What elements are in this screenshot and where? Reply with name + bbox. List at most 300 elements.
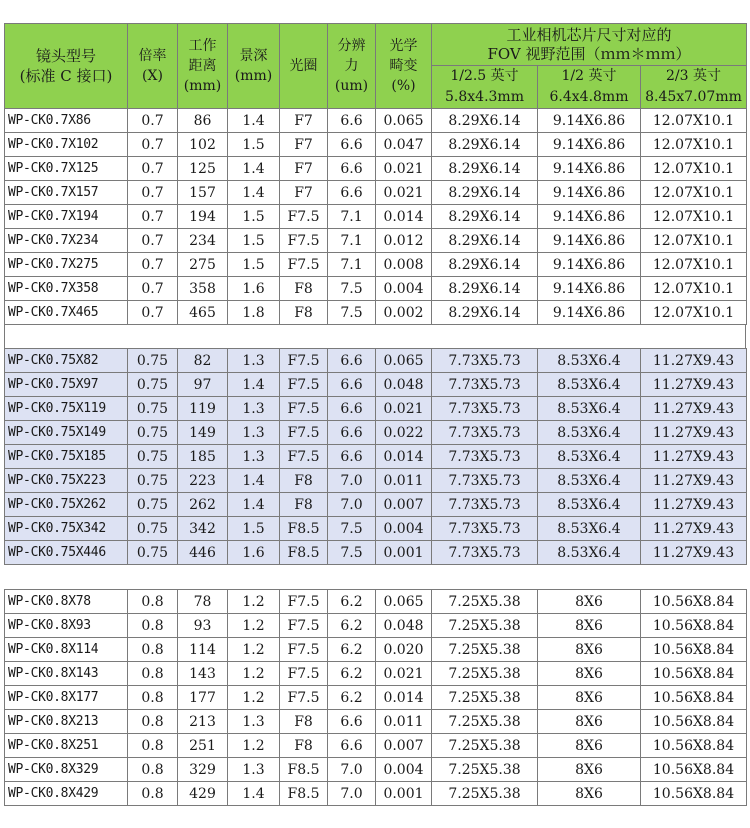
cell-fov-sensor-3: 11.27X9.43 bbox=[641, 373, 747, 397]
header-sensor-2 bbox=[538, 66, 641, 109]
cell-aperture: F8 bbox=[280, 493, 328, 517]
cell-resolution: 6.6 bbox=[328, 349, 376, 373]
sensor-2-size: 6.4x4.8mm bbox=[549, 89, 629, 105]
cell-distortion: 0.014 bbox=[376, 686, 432, 710]
cell-fov-sensor-2: 8.53X6.4 bbox=[538, 445, 641, 469]
cell-fov-sensor-1: 8.29X6.14 bbox=[432, 229, 538, 253]
cell-depth-of-field: 1.2 bbox=[228, 590, 280, 614]
cell-magnification: 0.8 bbox=[128, 710, 178, 734]
cell-working-distance: 97 bbox=[178, 373, 228, 397]
cell-fov-sensor-2: 8X6 bbox=[538, 686, 641, 710]
cell-depth-of-field: 1.4 bbox=[228, 181, 280, 205]
cell-model: WP-CK0.75X342 bbox=[5, 517, 128, 541]
cell-model: WP-CK0.8X251 bbox=[5, 734, 128, 758]
cell-resolution: 6.6 bbox=[328, 445, 376, 469]
cell-depth-of-field: 1.3 bbox=[228, 349, 280, 373]
header-dof-label: 景深 bbox=[239, 48, 268, 64]
cell-depth-of-field: 1.2 bbox=[228, 734, 280, 758]
cell-working-distance: 465 bbox=[178, 301, 228, 325]
cell-model: WP-CK0.7X194 bbox=[5, 205, 128, 229]
cell-working-distance: 78 bbox=[178, 590, 228, 614]
table-row bbox=[5, 349, 747, 373]
cell-fov-sensor-2: 8X6 bbox=[538, 734, 641, 758]
table-row bbox=[5, 493, 747, 517]
table-row bbox=[5, 590, 747, 614]
table-row bbox=[5, 421, 747, 445]
header-sensor-3 bbox=[641, 66, 747, 109]
cell-depth-of-field: 1.4 bbox=[228, 157, 280, 181]
cell-resolution: 6.2 bbox=[328, 614, 376, 638]
cell-depth-of-field: 1.2 bbox=[228, 614, 280, 638]
cell-working-distance: 342 bbox=[178, 517, 228, 541]
cell-aperture: F8 bbox=[280, 277, 328, 301]
cell-depth-of-field: 1.4 bbox=[228, 469, 280, 493]
cell-magnification: 0.75 bbox=[128, 373, 178, 397]
cell-working-distance: 125 bbox=[178, 157, 228, 181]
cell-fov-sensor-2: 9.14X6.86 bbox=[538, 109, 641, 133]
cell-fov-sensor-2: 8X6 bbox=[538, 638, 641, 662]
cell-distortion: 0.048 bbox=[376, 373, 432, 397]
sensor-1-name: 1/2.5 英寸 bbox=[450, 68, 519, 84]
cell-aperture: F7.5 bbox=[280, 397, 328, 421]
cell-working-distance: 446 bbox=[178, 541, 228, 565]
header-aperture bbox=[280, 24, 328, 109]
header-dist-unit: (%) bbox=[391, 78, 416, 94]
cell-model: WP-CK0.8X329 bbox=[5, 758, 128, 782]
cell-fov-sensor-1: 7.73X5.73 bbox=[432, 421, 538, 445]
cell-distortion: 0.021 bbox=[376, 397, 432, 421]
cell-model: WP-CK0.8X78 bbox=[5, 590, 128, 614]
sensor-2-name: 1/2 英寸 bbox=[561, 68, 617, 84]
cell-model: WP-CK0.7X234 bbox=[5, 229, 128, 253]
cell-fov-sensor-3: 11.27X9.43 bbox=[641, 445, 747, 469]
cell-fov-sensor-3: 11.27X9.43 bbox=[641, 397, 747, 421]
cell-model: WP-CK0.8X177 bbox=[5, 686, 128, 710]
cell-model: WP-CK0.8X114 bbox=[5, 638, 128, 662]
cell-model: WP-CK0.7X102 bbox=[5, 133, 128, 157]
header-dist-line1: 光学 bbox=[389, 38, 418, 54]
cell-model: WP-CK0.75X446 bbox=[5, 541, 128, 565]
cell-model: WP-CK0.8X429 bbox=[5, 782, 128, 806]
cell-model: WP-CK0.75X82 bbox=[5, 349, 128, 373]
cell-fov-sensor-2: 8X6 bbox=[538, 710, 641, 734]
table-row bbox=[5, 638, 747, 662]
cell-resolution: 6.6 bbox=[328, 734, 376, 758]
cell-magnification: 0.8 bbox=[128, 590, 178, 614]
table-row bbox=[5, 469, 747, 493]
cell-aperture: F7.5 bbox=[280, 373, 328, 397]
cell-depth-of-field: 1.3 bbox=[228, 397, 280, 421]
cell-fov-sensor-2: 8.53X6.4 bbox=[538, 421, 641, 445]
cell-fov-sensor-3: 11.27X9.43 bbox=[641, 517, 747, 541]
cell-resolution: 7.5 bbox=[328, 517, 376, 541]
cell-magnification: 0.75 bbox=[128, 349, 178, 373]
cell-resolution: 7.0 bbox=[328, 493, 376, 517]
table-row bbox=[5, 301, 747, 325]
table-row bbox=[5, 205, 747, 229]
header-wd-unit: (mm) bbox=[183, 78, 222, 94]
cell-aperture: F7 bbox=[280, 181, 328, 205]
cell-aperture: F7.5 bbox=[280, 662, 328, 686]
table-row bbox=[5, 181, 747, 205]
cell-magnification: 0.75 bbox=[128, 493, 178, 517]
header-sensor-1 bbox=[432, 66, 538, 109]
cell-fov-sensor-2: 9.14X6.86 bbox=[538, 253, 641, 277]
cell-fov-sensor-3: 11.27X9.43 bbox=[641, 493, 747, 517]
cell-distortion: 0.004 bbox=[376, 277, 432, 301]
header-fov bbox=[432, 24, 747, 66]
sensor-3-name: 2/3 英寸 bbox=[666, 68, 721, 84]
cell-resolution: 6.2 bbox=[328, 662, 376, 686]
header-magnification bbox=[128, 24, 178, 109]
cell-fov-sensor-1: 7.25X5.38 bbox=[432, 590, 538, 614]
cell-fov-sensor-2: 8X6 bbox=[538, 782, 641, 806]
cell-aperture: F8.5 bbox=[280, 517, 328, 541]
cell-magnification: 0.8 bbox=[128, 686, 178, 710]
cell-fov-sensor-1: 8.29X6.14 bbox=[432, 205, 538, 229]
cell-depth-of-field: 1.3 bbox=[228, 445, 280, 469]
cell-magnification: 0.7 bbox=[128, 157, 178, 181]
cell-model: WP-CK0.75X149 bbox=[5, 421, 128, 445]
cell-fov-sensor-1: 7.25X5.38 bbox=[432, 758, 538, 782]
cell-working-distance: 358 bbox=[178, 277, 228, 301]
cell-working-distance: 82 bbox=[178, 349, 228, 373]
cell-depth-of-field: 1.4 bbox=[228, 373, 280, 397]
cell-aperture: F7.5 bbox=[280, 253, 328, 277]
cell-fov-sensor-2: 9.14X6.86 bbox=[538, 133, 641, 157]
cell-fov-sensor-2: 8.53X6.4 bbox=[538, 397, 641, 421]
cell-fov-sensor-3: 12.07X10.1 bbox=[641, 277, 747, 301]
cell-magnification: 0.8 bbox=[128, 638, 178, 662]
cell-working-distance: 93 bbox=[178, 614, 228, 638]
cell-resolution: 7.5 bbox=[328, 277, 376, 301]
cell-working-distance: 185 bbox=[178, 445, 228, 469]
cell-fov-sensor-3: 10.56X8.84 bbox=[641, 710, 747, 734]
cell-fov-sensor-1: 8.29X6.14 bbox=[432, 181, 538, 205]
header-model-sub: (标准 C 接口) bbox=[19, 67, 113, 85]
table-row bbox=[5, 710, 747, 734]
cell-fov-sensor-3: 10.56X8.84 bbox=[641, 782, 747, 806]
cell-distortion: 0.007 bbox=[376, 734, 432, 758]
cell-aperture: F7 bbox=[280, 133, 328, 157]
header-res-unit: (um) bbox=[334, 78, 369, 94]
cell-working-distance: 234 bbox=[178, 229, 228, 253]
cell-magnification: 0.7 bbox=[128, 205, 178, 229]
cell-aperture: F8.5 bbox=[280, 541, 328, 565]
cell-magnification: 0.7 bbox=[128, 253, 178, 277]
header-magnification-unit: (X) bbox=[142, 68, 163, 84]
cell-model: WP-CK0.75X262 bbox=[5, 493, 128, 517]
cell-fov-sensor-1: 8.29X6.14 bbox=[432, 109, 538, 133]
cell-resolution: 6.2 bbox=[328, 590, 376, 614]
cell-distortion: 0.048 bbox=[376, 614, 432, 638]
cell-depth-of-field: 1.5 bbox=[228, 205, 280, 229]
cell-aperture: F8 bbox=[280, 734, 328, 758]
cell-model: WP-CK0.7X358 bbox=[5, 277, 128, 301]
cell-fov-sensor-3: 12.07X10.1 bbox=[641, 157, 747, 181]
cell-resolution: 7.1 bbox=[328, 229, 376, 253]
cell-model: WP-CK0.7X465 bbox=[5, 301, 128, 325]
cell-depth-of-field: 1.3 bbox=[228, 758, 280, 782]
cell-distortion: 0.065 bbox=[376, 109, 432, 133]
cell-working-distance: 251 bbox=[178, 734, 228, 758]
table-row bbox=[5, 517, 747, 541]
cell-magnification: 0.8 bbox=[128, 734, 178, 758]
table-row bbox=[5, 133, 747, 157]
cell-depth-of-field: 1.5 bbox=[228, 229, 280, 253]
cell-working-distance: 102 bbox=[178, 133, 228, 157]
cell-fov-sensor-3: 12.07X10.1 bbox=[641, 253, 747, 277]
cell-fov-sensor-2: 8.53X6.4 bbox=[538, 493, 641, 517]
cell-distortion: 0.021 bbox=[376, 157, 432, 181]
header-dist-line2: 畸变 bbox=[389, 58, 418, 74]
header-fov-subtitle: FOV 视野范围（ｍｍ＊ｍｍ） bbox=[487, 44, 691, 63]
cell-fov-sensor-3: 10.56X8.84 bbox=[641, 734, 747, 758]
header-model bbox=[5, 24, 128, 109]
cell-resolution: 6.2 bbox=[328, 686, 376, 710]
cell-resolution: 7.0 bbox=[328, 782, 376, 806]
cell-depth-of-field: 1.4 bbox=[228, 782, 280, 806]
cell-aperture: F7.5 bbox=[280, 421, 328, 445]
cell-aperture: F7 bbox=[280, 157, 328, 181]
cell-magnification: 0.7 bbox=[128, 181, 178, 205]
table-row bbox=[5, 686, 747, 710]
cell-aperture: F7 bbox=[280, 109, 328, 133]
cell-fov-sensor-2: 9.14X6.86 bbox=[538, 157, 641, 181]
cell-resolution: 6.6 bbox=[328, 421, 376, 445]
cell-fov-sensor-1: 8.29X6.14 bbox=[432, 253, 538, 277]
cell-distortion: 0.020 bbox=[376, 638, 432, 662]
cell-aperture: F7.5 bbox=[280, 614, 328, 638]
cell-fov-sensor-3: 10.56X8.84 bbox=[641, 614, 747, 638]
cell-fov-sensor-2: 8X6 bbox=[538, 614, 641, 638]
cell-model: WP-CK0.8X143 bbox=[5, 662, 128, 686]
cell-fov-sensor-1: 8.29X6.14 bbox=[432, 277, 538, 301]
cell-magnification: 0.7 bbox=[128, 229, 178, 253]
cell-distortion: 0.007 bbox=[376, 493, 432, 517]
cell-resolution: 7.1 bbox=[328, 205, 376, 229]
table-row bbox=[5, 397, 747, 421]
cell-model: WP-CK0.8X93 bbox=[5, 614, 128, 638]
header-res-line1: 分辨 bbox=[337, 38, 366, 54]
cell-distortion: 0.065 bbox=[376, 590, 432, 614]
cell-fov-sensor-3: 10.56X8.84 bbox=[641, 758, 747, 782]
cell-fov-sensor-3: 12.07X10.1 bbox=[641, 133, 747, 157]
cell-aperture: F7.5 bbox=[280, 349, 328, 373]
cell-aperture: F7.5 bbox=[280, 229, 328, 253]
cell-depth-of-field: 1.8 bbox=[228, 301, 280, 325]
table-row bbox=[5, 157, 747, 181]
cell-distortion: 0.021 bbox=[376, 662, 432, 686]
cell-depth-of-field: 1.2 bbox=[228, 686, 280, 710]
table-row bbox=[5, 758, 747, 782]
cell-magnification: 0.75 bbox=[128, 541, 178, 565]
cell-resolution: 7.5 bbox=[328, 301, 376, 325]
cell-working-distance: 262 bbox=[178, 493, 228, 517]
cell-fov-sensor-1: 7.73X5.73 bbox=[432, 493, 538, 517]
cell-aperture: F7.5 bbox=[280, 205, 328, 229]
cell-resolution: 7.0 bbox=[328, 758, 376, 782]
cell-fov-sensor-2: 8X6 bbox=[538, 758, 641, 782]
cell-distortion: 0.011 bbox=[376, 710, 432, 734]
cell-distortion: 0.047 bbox=[376, 133, 432, 157]
cell-fov-sensor-1: 7.73X5.73 bbox=[432, 373, 538, 397]
cell-fov-sensor-2: 8.53X6.4 bbox=[538, 373, 641, 397]
header-distortion bbox=[376, 24, 432, 109]
cell-fov-sensor-1: 7.25X5.38 bbox=[432, 686, 538, 710]
cell-distortion: 0.002 bbox=[376, 301, 432, 325]
header-dof-unit: (mm) bbox=[234, 68, 273, 84]
spec-table-header bbox=[4, 23, 747, 109]
table-row bbox=[5, 229, 747, 253]
cell-aperture: F7.5 bbox=[280, 590, 328, 614]
table-row bbox=[5, 373, 747, 397]
cell-fov-sensor-1: 7.73X5.73 bbox=[432, 349, 538, 373]
cell-fov-sensor-2: 8.53X6.4 bbox=[538, 517, 641, 541]
table-row bbox=[5, 662, 747, 686]
cell-distortion: 0.012 bbox=[376, 229, 432, 253]
cell-distortion: 0.014 bbox=[376, 205, 432, 229]
cell-fov-sensor-2: 8X6 bbox=[538, 662, 641, 686]
lens-group-0-75x bbox=[4, 348, 747, 565]
cell-depth-of-field: 1.5 bbox=[228, 253, 280, 277]
header-resolution bbox=[328, 24, 376, 109]
cell-fov-sensor-1: 7.73X5.73 bbox=[432, 397, 538, 421]
cell-fov-sensor-1: 7.25X5.38 bbox=[432, 638, 538, 662]
cell-depth-of-field: 1.4 bbox=[228, 493, 280, 517]
cell-fov-sensor-1: 7.73X5.73 bbox=[432, 469, 538, 493]
cell-fov-sensor-3: 11.27X9.43 bbox=[641, 421, 747, 445]
header-depth-of-field bbox=[228, 24, 280, 109]
cell-depth-of-field: 1.2 bbox=[228, 638, 280, 662]
cell-resolution: 6.2 bbox=[328, 638, 376, 662]
cell-magnification: 0.7 bbox=[128, 301, 178, 325]
cell-working-distance: 86 bbox=[178, 109, 228, 133]
cell-distortion: 0.004 bbox=[376, 517, 432, 541]
cell-working-distance: 213 bbox=[178, 710, 228, 734]
lens-group-0-8x bbox=[4, 589, 747, 806]
cell-aperture: F8 bbox=[280, 301, 328, 325]
table-row bbox=[5, 277, 747, 301]
cell-fov-sensor-2: 9.14X6.86 bbox=[538, 229, 641, 253]
cell-depth-of-field: 1.5 bbox=[228, 133, 280, 157]
cell-fov-sensor-1: 7.73X5.73 bbox=[432, 517, 538, 541]
header-res-line2: 力 bbox=[344, 58, 359, 74]
cell-working-distance: 194 bbox=[178, 205, 228, 229]
cell-model: WP-CK0.7X86 bbox=[5, 109, 128, 133]
cell-fov-sensor-3: 12.07X10.1 bbox=[641, 181, 747, 205]
cell-fov-sensor-1: 7.73X5.73 bbox=[432, 445, 538, 469]
cell-fov-sensor-3: 10.56X8.84 bbox=[641, 662, 747, 686]
cell-aperture: F8 bbox=[280, 469, 328, 493]
cell-fov-sensor-2: 8.53X6.4 bbox=[538, 541, 641, 565]
cell-distortion: 0.065 bbox=[376, 349, 432, 373]
cell-resolution: 6.6 bbox=[328, 133, 376, 157]
cell-fov-sensor-2: 8X6 bbox=[538, 590, 641, 614]
header-model-label: 镜头型号 bbox=[35, 47, 96, 65]
cell-fov-sensor-2: 9.14X6.86 bbox=[538, 205, 641, 229]
header-magnification-label: 倍率 bbox=[138, 48, 167, 64]
sensor-3-size: 8.45x7.07mm bbox=[645, 89, 742, 105]
sensor-1-size: 5.8x4.3mm bbox=[445, 89, 524, 105]
lens-group-0-7x bbox=[4, 108, 747, 325]
cell-depth-of-field: 1.6 bbox=[228, 541, 280, 565]
cell-magnification: 0.8 bbox=[128, 782, 178, 806]
cell-model: WP-CK0.7X125 bbox=[5, 157, 128, 181]
cell-magnification: 0.8 bbox=[128, 758, 178, 782]
cell-magnification: 0.7 bbox=[128, 133, 178, 157]
cell-aperture: F7.5 bbox=[280, 686, 328, 710]
cell-fov-sensor-2: 9.14X6.86 bbox=[538, 181, 641, 205]
cell-fov-sensor-1: 7.25X5.38 bbox=[432, 614, 538, 638]
cell-fov-sensor-3: 12.07X10.1 bbox=[641, 205, 747, 229]
cell-working-distance: 157 bbox=[178, 181, 228, 205]
cell-magnification: 0.75 bbox=[128, 517, 178, 541]
cell-fov-sensor-2: 9.14X6.86 bbox=[538, 301, 641, 325]
cell-resolution: 7.5 bbox=[328, 541, 376, 565]
group-separator bbox=[4, 324, 746, 348]
cell-working-distance: 275 bbox=[178, 253, 228, 277]
cell-fov-sensor-3: 10.56X8.84 bbox=[641, 638, 747, 662]
header-aperture-label: 光圈 bbox=[289, 58, 318, 74]
cell-aperture: F7.5 bbox=[280, 638, 328, 662]
cell-magnification: 0.75 bbox=[128, 469, 178, 493]
cell-fov-sensor-3: 12.07X10.1 bbox=[641, 301, 747, 325]
header-wd-line1: 工作 bbox=[188, 38, 217, 54]
cell-fov-sensor-3: 11.27X9.43 bbox=[641, 349, 747, 373]
cell-fov-sensor-1: 7.25X5.38 bbox=[432, 662, 538, 686]
cell-aperture: F8.5 bbox=[280, 758, 328, 782]
cell-model: WP-CK0.75X223 bbox=[5, 469, 128, 493]
cell-magnification: 0.8 bbox=[128, 662, 178, 686]
cell-distortion: 0.021 bbox=[376, 181, 432, 205]
cell-fov-sensor-2: 8.53X6.4 bbox=[538, 469, 641, 493]
cell-model: WP-CK0.7X157 bbox=[5, 181, 128, 205]
cell-magnification: 0.7 bbox=[128, 277, 178, 301]
cell-fov-sensor-3: 11.27X9.43 bbox=[641, 541, 747, 565]
cell-working-distance: 223 bbox=[178, 469, 228, 493]
cell-fov-sensor-1: 7.25X5.38 bbox=[432, 710, 538, 734]
table-row bbox=[5, 614, 747, 638]
cell-depth-of-field: 1.3 bbox=[228, 421, 280, 445]
table-row bbox=[5, 445, 747, 469]
cell-resolution: 6.6 bbox=[328, 710, 376, 734]
cell-aperture: F7.5 bbox=[280, 445, 328, 469]
cell-fov-sensor-3: 12.07X10.1 bbox=[641, 109, 747, 133]
cell-fov-sensor-3: 10.56X8.84 bbox=[641, 686, 747, 710]
cell-model: WP-CK0.75X185 bbox=[5, 445, 128, 469]
cell-resolution: 7.1 bbox=[328, 253, 376, 277]
cell-fov-sensor-1: 7.25X5.38 bbox=[432, 734, 538, 758]
cell-aperture: F8 bbox=[280, 710, 328, 734]
cell-magnification: 0.75 bbox=[128, 421, 178, 445]
cell-fov-sensor-1: 8.29X6.14 bbox=[432, 133, 538, 157]
cell-working-distance: 149 bbox=[178, 421, 228, 445]
table-row bbox=[5, 734, 747, 758]
cell-distortion: 0.011 bbox=[376, 469, 432, 493]
cell-model: WP-CK0.7X275 bbox=[5, 253, 128, 277]
cell-distortion: 0.008 bbox=[376, 253, 432, 277]
cell-resolution: 6.6 bbox=[328, 397, 376, 421]
cell-depth-of-field: 1.2 bbox=[228, 662, 280, 686]
table-row bbox=[5, 782, 747, 806]
cell-resolution: 6.6 bbox=[328, 109, 376, 133]
cell-depth-of-field: 1.4 bbox=[228, 109, 280, 133]
cell-working-distance: 143 bbox=[178, 662, 228, 686]
table-row bbox=[5, 253, 747, 277]
cell-magnification: 0.7 bbox=[128, 109, 178, 133]
cell-fov-sensor-1: 7.25X5.38 bbox=[432, 782, 538, 806]
